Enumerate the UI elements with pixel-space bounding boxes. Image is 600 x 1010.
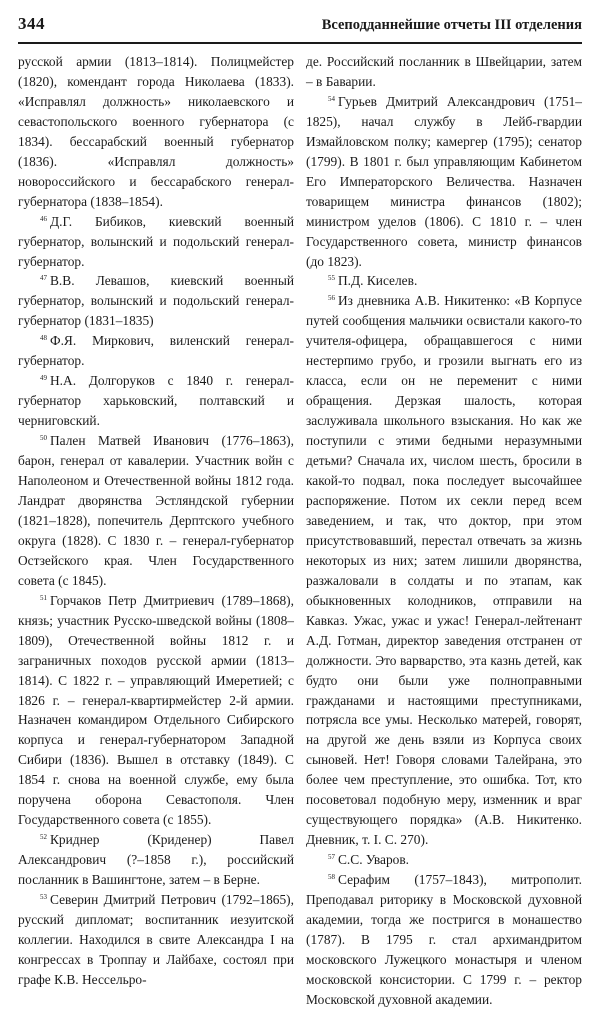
footnote-57: $^{57}$ С.С. Уваров. (328, 852, 410, 868)
footnote-number: 57 (328, 853, 335, 862)
footnote-45-continuation: русской армии (1813–1814). Полицмейстер (1820), комендант города Николаева (1833). «Исправлял должность» николаевского и севастопольского военного губернатора (с 1834). бессарабский военный губернатор (1836). «Исправлял должность» новороссийского и бессарабского генерал-губернатора (1838–1854). (18, 54, 294, 209)
page-header (18, 14, 582, 44)
footnote-46: $^{46}$ Д.Г. Бибиков, киевский военный губернатор, волынский и подольский генерал-губернатор. (18, 213, 294, 269)
footnote-number: 48 (40, 334, 47, 343)
footnote-47: $^{47}$ В.В. Левашов, киевский военный губернатор, волынский и подольский генерал-губернатор (1831–1835) (18, 273, 294, 329)
footnote-number: 58 (328, 873, 335, 882)
footnote-58: $^{58}$ Серафим (1757–1843), митрополит. Преподавал риторику в Московской духовной академии, тогда же постригся в монашество (1787). В 1795 г. стал архимандритом московского Лужецкого монастыря и членом московской консистории. С 1799 г. – ректор Московской духовной академии. (306, 872, 582, 1007)
page-number: 344 (18, 14, 45, 33)
footnote-54: $^{54}$ Гурьев Дмитрий Александрович (1751–1825), начал службу в Лейб-гвардии Измайловском полку; камергер (1795); сенатор (1799). В 1801 г. был управляющим Кабинетом Его Императорского Величества. Назначен товарищем министра финансов (1802); министром уделов (1806). С 1810 г. – член Государственного совета, министр финансов (до 1823). (306, 93, 582, 269)
footnote-number: 47 (40, 274, 47, 283)
footnote-number: 53 (40, 893, 47, 902)
footnote-55: $^{55}$ П.Д. Киселев. (328, 273, 418, 289)
footnote-number: 56 (328, 294, 335, 303)
footnote-51: $^{51}$ Горчаков Петр Дмитриевич (1789–1868), князь; участник Русско-шведской войны (1808–1809), Отечественной войны 1812 г. и заграничных походов русской армии (1813–1814). С 1822 г. – управляющий Имеретией; с 1826 г. – генерал-квартирмейстер 2-й армии. Назначен командиром Отдельного Сибирского корпуса и генерал-губернатором Западной Сибири (1836). Вышел в отставку (1849). С 1854 г. снова на военной службе, ему была поручена оборона Севастополя. Член Государственного совета (с 1855). (18, 592, 294, 828)
footnote-53: $^{53}$ Северин Дмитрий Петрович (1792–1865), русский дипломат; воспитанник иезуитской коллегии. Находился в свите Александра I на конгрессах в Троппау и Лайбахе, состоял при графе К.В. Нессельро- (18, 892, 294, 987)
footnote-number: 50 (40, 434, 47, 443)
footnote-48: $^{48}$ Ф.Я. Миркович, виленский генерал-губернатор. (18, 333, 294, 369)
footnote-number: 52 (40, 833, 47, 842)
footnote-number: 51 (40, 593, 47, 602)
right-column (306, 52, 582, 1010)
footnote-number: 46 (40, 214, 47, 223)
running-title: Всеподданнейшие отчеты III отделения (321, 17, 582, 33)
footnote-53-continuation: де. Российский посланник в Швейцарии, затем – в Баварии. (306, 54, 582, 89)
footnote-49: $^{49}$ Н.А. Долгоруков с 1840 г. генерал-губернатор харьковский, полтавский и черниговский. (18, 373, 294, 429)
footnote-number: 49 (40, 374, 47, 383)
footnote-number: 55 (328, 274, 335, 283)
footnote-56: $^{56}$ Из дневника А.В. Никитенко: «В Корпусе путей сообщения мальчики освистали какого-то учителя-офицера, обращавшегося с ними нестерпимо грубо, и грозили выгнать его из класса, если он не переменит с ними обращения. Дерзкая шалость, которая заслуживала школьного взыскания. Но как же поступили с этими бедными неразумными детьми? Сначала их, числом шесть, бросили в какой-то подвал, пока последует высочайшее распоряжение. Потом их секли перед всем заведением, и так, что доктор, при этом присутствовавший, перестал отвечать за жизнь некоторых из них; затем лишили дворянства, разжаловали в солдаты и по этапам, как обыкновенных колодников, отправили на Кавказ. Ужас, ужас и ужас! Генерал-лейтенант А.Д. Готман, директор заведения отстранен от должности. Это варварство, эта казнь детей, как будто они были уже полноправными гражданами и настоящими преступниками, потрясла все умы. Несколько матерей, говорят, на другой же день взяли из Корпуса своих сыновей. Нет! Говоря словами Талейрана, это более чем преступление, это ошибка. Тот, кто посоветовал подобную меру, изменник и враг существующего порядка» (А.В. Никитенко. Дневник, т. I. С. 270). (306, 293, 582, 848)
footnote-50: $^{50}$ Пален Матвей Иванович (1776–1863), барон, генерал от кавалерии. Участник войн с Наполеоном и Отечественной войны 1812 года. Ландрат дворянства Эстляндской губернии (1821–1828), попечитель Дерптского учебного округа (1828). С 1830 г. – генерал-губернатор Остзейского края. Член Государственного совета (с 1845). (18, 433, 294, 588)
footnote-number: 54 (328, 94, 335, 103)
left-column (18, 52, 294, 1010)
footnote-52: $^{52}$ Криднер (Криденер) Павел Александрович (?–1858 г.), российский посланник в Вашингтоне, затем – в Берне. (18, 832, 294, 888)
two-column-body (18, 52, 582, 1010)
